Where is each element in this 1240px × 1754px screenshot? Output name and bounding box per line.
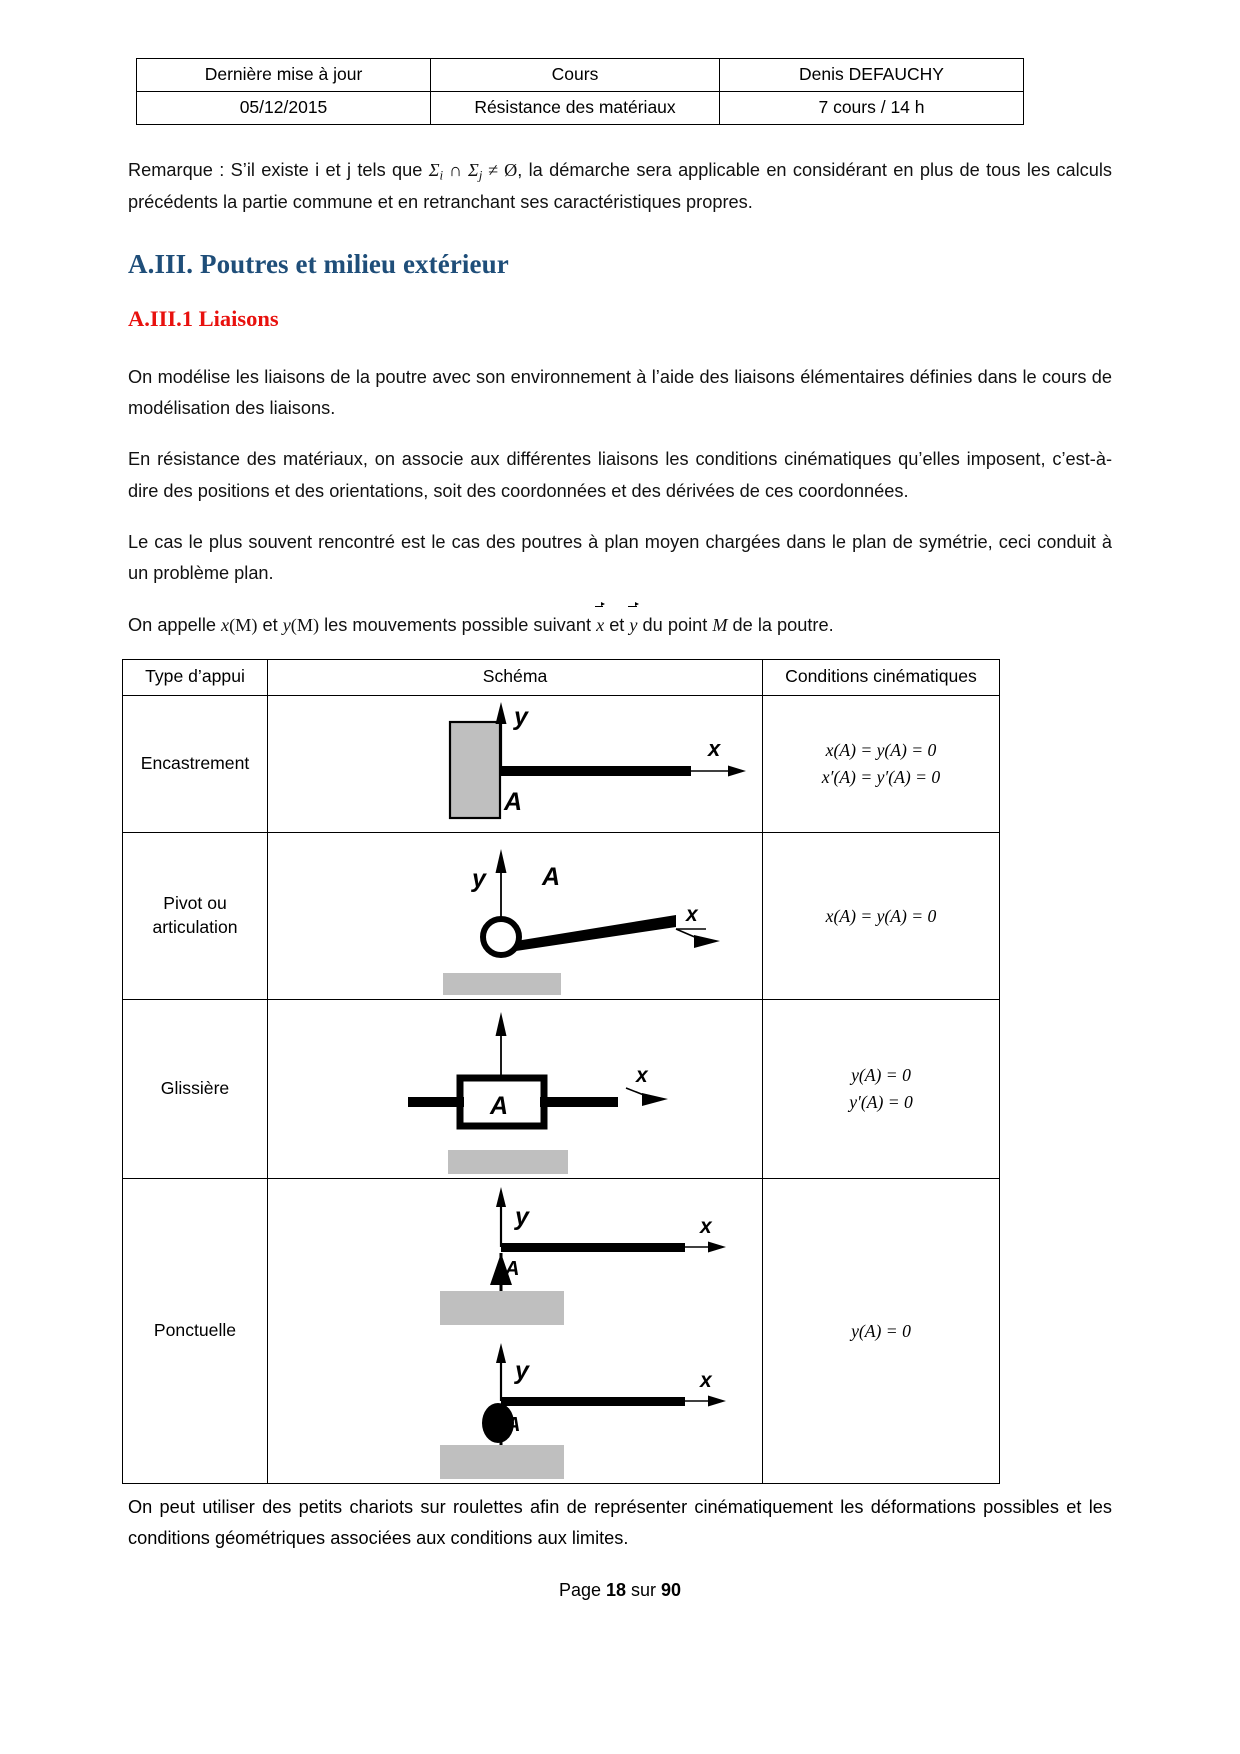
header-cell-course-name: Résistance des matériaux [431,92,720,125]
table-row [123,999,1000,1178]
beam-left [408,1097,464,1107]
x-vector-symbol: x [596,610,604,641]
ground-block [448,1150,568,1174]
header-cell-hours: 7 cours / 14 h [720,92,1024,125]
beam-bottom [501,1397,685,1406]
label-y: y [472,864,486,893]
header-row-1 [137,59,1024,92]
condition-line: x′(A) = y′(A) = 0 [821,766,941,787]
glissiere-diagram [280,1004,750,1174]
support-type-ponctuelle: Ponctuelle [123,1178,268,1483]
table-row [123,832,1000,999]
column-header-schema: Schéma [268,659,763,695]
section-heading: A.III. Poutres et milieu extérieur [128,248,509,279]
closing-paragraph: On peut utiliser des petits chariots sur roulettes afin de représenter cinématiquement les déformations possibles et les conditions géométriques associées aux conditions aux limites. [128,1496,1112,1549]
support-type-encastrement: Encastrement [123,695,268,832]
label-x-top: x [700,1214,712,1238]
sigma-i-symbol: $\Sigma_i$ [428,160,444,183]
label-point-a-top: A [505,1257,520,1280]
y-axis-arrowhead [496,702,507,724]
label-y-bottom: y [515,1356,529,1385]
p4-text-d: et [604,614,630,635]
x-of-m: x(M) [221,614,258,635]
p4-text-c: les mouvements possible suivant [319,614,597,635]
p4-text-b: et [257,614,283,635]
not-equal-empty-symbol: ≠ Ø [482,160,518,181]
beam [516,915,676,951]
sigma-j-symbol: $\Sigma_j$ [467,160,483,183]
footer-page-prefix: Page [558,1580,606,1601]
support-type-glissiere: Glissière [123,999,268,1178]
y-axis-arrowhead-top [496,1187,506,1207]
schema-ponctuelle [268,1178,763,1483]
footer-page-total: 90 [661,1580,682,1601]
column-header-type: Type d’appui [123,659,268,695]
support-types-table [122,659,1000,1484]
footer-page-mid: sur [626,1580,662,1601]
condition-line: x(A) = y(A) = 0 [825,740,937,761]
ground-block-top [440,1291,564,1325]
conditions-glissiere [763,999,1000,1178]
footer-page-number: 18 [605,1580,627,1601]
label-y: y [514,702,528,731]
p4-text-a: On appelle [128,614,222,635]
remark-text-before: Remarque : S’il existe i et j tels que [128,160,429,181]
y-of-m: y(M) [282,614,320,635]
y-vector-symbol: y [629,610,637,641]
p4-text-e: du point [637,614,713,635]
document-header-table [136,58,1024,125]
wall-block [450,722,500,818]
label-point-a: A [542,862,561,891]
header-cell-course-label: Cours [431,59,720,92]
support-type-pivot: Pivot ou articulation [123,832,268,999]
ground-block-bottom [440,1445,564,1479]
page-footer [128,1580,1112,1601]
label-x: x [636,1063,648,1087]
subsection-heading: A.III.1 Liaisons [128,305,279,331]
x-axis-line [626,1088,654,1099]
condition-line: y(A) = 0 [851,1065,911,1086]
paragraph-4 [128,610,1112,641]
label-point-a-bottom: A [506,1413,521,1436]
pivot-circle [483,919,519,955]
x-axis-connector [676,929,704,941]
condition-line: y(A) = 0 [851,1320,911,1341]
remark-text-after: , la démarche sera applicable en considérant en plus de tous les calculs précédents la partie commune et en retranchant ses caractéristiques propres. [128,160,1113,213]
header-cell-date: 05/12/2015 [137,92,431,125]
paragraph-1: On modélise les liaisons de la poutre avec son environnement à l’aide des liaisons élémentaires définies dans le cours de modélisation des liaisons. [128,366,1112,419]
x-axis-arrowhead-bottom [708,1395,726,1406]
label-x: x [708,735,721,761]
label-point-a: A [504,787,523,816]
conditions-pivot [763,832,1000,999]
x-axis-arrowhead-top [708,1241,726,1252]
x-axis-arrowhead [694,935,720,948]
condition-line: y′(A) = 0 [849,1091,913,1112]
x-axis-arrowhead [728,765,746,776]
beam-top [501,1243,685,1252]
x-axis-arrowhead [642,1093,668,1106]
pivot-diagram [280,837,750,995]
label-point-a: A [490,1091,509,1120]
y-axis-arrowhead [496,849,507,873]
schema-pivot [268,832,763,999]
table-row [123,1178,1000,1483]
header-row-2 [137,92,1024,125]
paragraph-2: En résistance des matériaux, on associe aux différentes liaisons les conditions cinématiques qu’elles imposent, c’est-à-dire des positions et des orientations, soit des coordonnées et des dérivées de ces coordonnées. [128,449,1112,501]
ground-block [443,973,561,995]
y-axis-arrowhead [496,1012,507,1036]
p4-text-f: de la poutre. [727,614,834,635]
condition-line: x(A) = y(A) = 0 [825,905,937,926]
header-cell-last-update-label: Dernière mise à jour [137,59,431,92]
point-m-symbol: M [712,614,728,635]
conditions-ponctuelle [763,1178,1000,1483]
label-x: x [686,902,698,926]
y-axis-arrowhead-bottom [496,1343,506,1363]
paragraph-3: Le cas le plus souvent rencontré est le cas des poutres à plan moyen chargées dans le plan de symétrie, ceci conduit à un problème plan. [128,531,1112,584]
encastrement-diagram [280,700,750,828]
remark-paragraph [128,155,1112,219]
column-header-conditions: Conditions cinématiques [763,659,1000,695]
label-x-bottom: x [700,1368,712,1392]
intersection-symbol: ∩ [443,160,468,181]
header-cell-author: Denis DEFAUCHY [720,59,1024,92]
schema-glissiere [268,999,763,1178]
label-y-top: y [515,1202,529,1231]
table-row [123,695,1000,832]
beam-right [540,1097,618,1107]
support-table-header-row [123,659,1000,695]
conditions-encastrement [763,695,1000,832]
ponctuelle-diagram [280,1183,750,1479]
schema-encastrement [268,695,763,832]
beam [501,766,691,776]
